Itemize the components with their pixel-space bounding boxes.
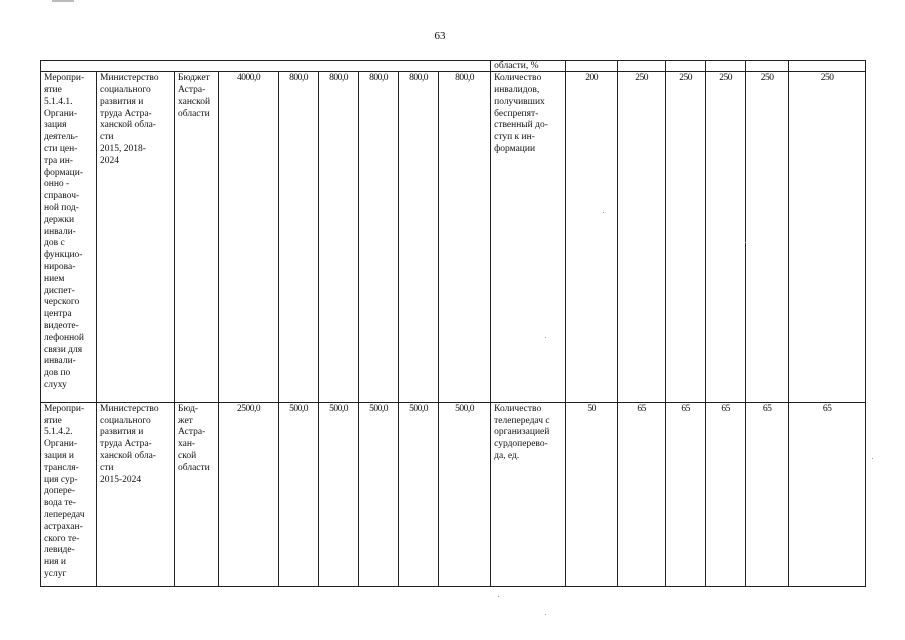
- continuation-row: [41, 61, 866, 72]
- amount-year: 500,0: [279, 402, 319, 586]
- table-row: [41, 402, 866, 586]
- indicator-value: 250: [789, 72, 866, 403]
- indicator-cell: Количество инвалидов, получивших беспрепят- ственный до- ступ к ин- формации: [491, 72, 566, 403]
- indicator-value: 65: [618, 402, 666, 586]
- indicator-value: 250: [666, 72, 706, 403]
- program-table: [40, 60, 866, 587]
- continuation-blank: [41, 61, 491, 72]
- indicator-value: 50: [566, 402, 618, 586]
- indicator-value: 65: [789, 402, 866, 586]
- continuation-cell: [666, 61, 706, 72]
- scan-speck: [745, 242, 746, 243]
- source-cell: Бюджет Астра- ханской области: [175, 72, 219, 403]
- scan-speck: [603, 212, 604, 213]
- amount-year: 800,0: [439, 72, 491, 403]
- amount-total: 4000,0: [219, 72, 279, 403]
- continuation-cell: [706, 61, 746, 72]
- amount-year: 500,0: [319, 402, 359, 586]
- indicator-value: 250: [746, 72, 789, 403]
- scan-speck: [498, 596, 499, 597]
- amount-year: 800,0: [399, 72, 439, 403]
- page-number: 63: [434, 30, 446, 42]
- amount-year: 800,0: [279, 72, 319, 403]
- amount-year: 500,0: [399, 402, 439, 586]
- executor-cell: Министерство социального развития и труда Астра- ханской обла- сти 2015, 2018- 2024: [97, 72, 175, 403]
- source-cell: Бюд- жет Астра- хан- ской области: [175, 402, 219, 586]
- amount-year: 800,0: [359, 72, 399, 403]
- amount-year: 500,0: [439, 402, 491, 586]
- scan-speck: [545, 337, 546, 338]
- continuation-cell: [746, 61, 789, 72]
- amount-total: 2500,0: [219, 402, 279, 586]
- scan-mark: [52, 0, 74, 2]
- indicator-value: 65: [746, 402, 789, 586]
- measure-cell: Меропри- ятие 5.1.4.2. Органи- зация и трансля- ция сур- допере- вода те- лепередач астрахан- ского те- левиде- ния и услуг: [41, 402, 97, 586]
- scan-speck: [545, 614, 546, 615]
- measure-cell: Меропри- ятие 5.1.4.1. Органи- зация деятель- сти цен- тра ин- формаци- онно - справоч- ной под- держки инвали- дов с функцио- нирова- нием диспет- черского центра видеоте- лефонной связи для инвали- дов по слуху: [41, 72, 97, 403]
- continuation-cell: [618, 61, 666, 72]
- amount-year: 800,0: [319, 72, 359, 403]
- indicator-value: 65: [706, 402, 746, 586]
- indicator-value: 200: [566, 72, 618, 403]
- indicator-value: 250: [618, 72, 666, 403]
- continuation-cell: [789, 61, 866, 72]
- indicator-cell: Количество телепередач с организацией сурдоперево- да, ед.: [491, 402, 566, 586]
- indicator-value: 250: [706, 72, 746, 403]
- table-row: [41, 72, 866, 403]
- continuation-cell: [566, 61, 618, 72]
- continuation-indicator: области, %: [491, 61, 566, 72]
- executor-cell: Министерство социального развития и труда Астра- ханской обла- сти 2015-2024: [97, 402, 175, 586]
- scan-speck: [872, 458, 873, 459]
- indicator-value: 65: [666, 402, 706, 586]
- amount-year: 500,0: [359, 402, 399, 586]
